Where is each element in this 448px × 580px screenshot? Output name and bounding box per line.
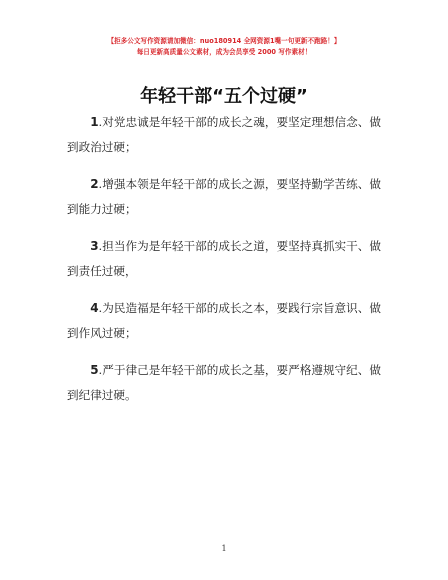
- paragraph-1: [67, 110, 381, 160]
- document-body: [67, 110, 381, 420]
- paragraph-number: 2: [90, 177, 99, 191]
- paragraph-text: .增强本领是年轻干部的成长之源，要坚持勤学苦练、做到能力过硬；: [67, 177, 381, 216]
- promo-banner-line-1: 【拒多公文写作资源请加微信：nuo180914 全网资源1嘴一句更新不跑路！】: [107, 37, 341, 45]
- page-number: 1: [221, 544, 227, 553]
- paragraph-4: [67, 296, 381, 346]
- paragraph-number: 5: [90, 363, 99, 377]
- promo-banner-line-2: 每日更新高质量公文素材，成为会员享受 2000 写作素材！: [136, 48, 312, 56]
- paragraph-text: .对党忠诚是年轻干部的成长之魂，要坚定理想信念、做到政治过硬；: [67, 115, 381, 154]
- paragraph-number: 1: [90, 115, 99, 129]
- paragraph-number: 4: [90, 301, 99, 315]
- paragraph-2: [67, 172, 381, 222]
- document-title: 年轻干部“五个过硬”: [140, 86, 308, 107]
- paragraph-text: .为民造福是年轻干部的成长之本，要践行宗旨意识、做到作风过硬；: [67, 301, 381, 340]
- paragraph-number: 3: [90, 239, 99, 253]
- paragraph-5: [67, 358, 381, 408]
- paragraph-text: .担当作为是年轻干部的成长之道，要坚持真抓实干、做到责任过硬，: [67, 239, 381, 278]
- paragraph-text: .严于律己是年轻干部的成长之基，要严格遵规守纪、做到纪律过硬。: [67, 363, 381, 402]
- paragraph-3: [67, 234, 381, 284]
